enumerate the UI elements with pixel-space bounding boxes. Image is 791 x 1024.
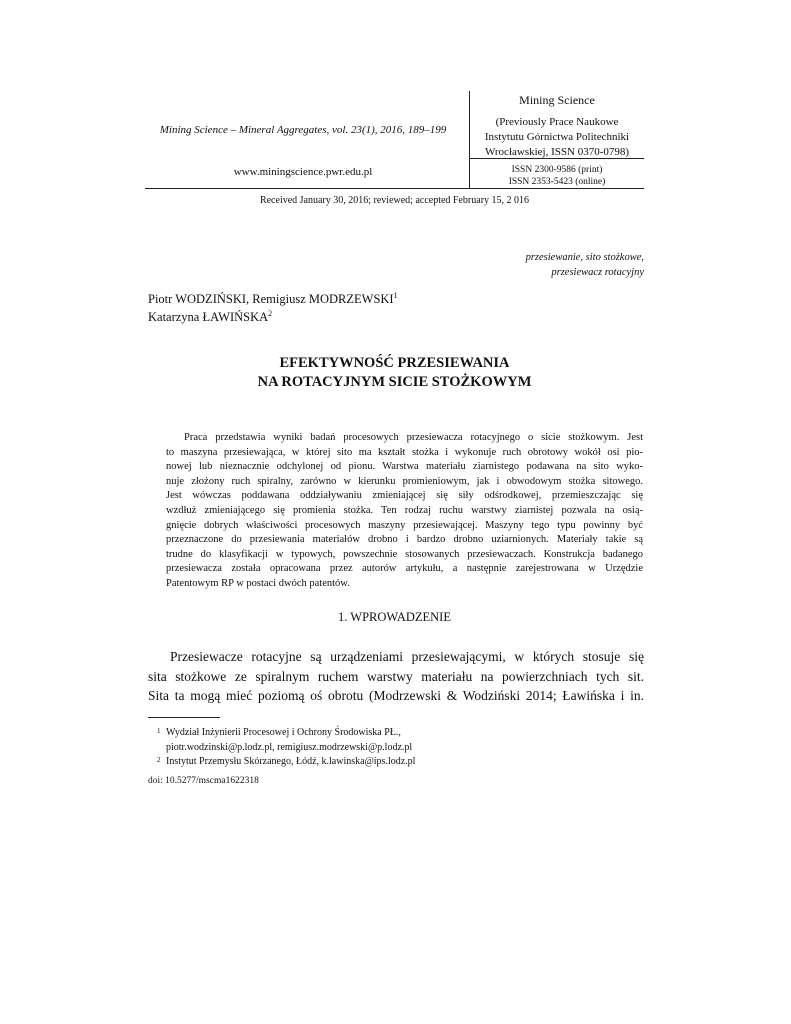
footnote: [148, 726, 415, 741]
previous-title: [470, 115, 644, 160]
author-line: [148, 290, 398, 308]
keywords: [526, 250, 644, 280]
abstract-line: nowej lub nieznacznie odchylonej od pionu. Warstwa materiału ziarnistego podawana na sito wyko-: [166, 461, 643, 473]
abstract-line: Jest wówczas poddawana oddziaływaniu zmieniającej się siły odśrodkowej, przemieszczając się: [166, 490, 643, 502]
keyword-line: przesiewacz rotacyjny: [551, 267, 644, 278]
footnote-text: Instytut Przemysłu Skórzanego, Łódź, k.lawinska@ips.lodz.pl: [166, 756, 416, 767]
intro-line: Przesiewacze rotacyjne są urządzeniami przesiewającymi, w których stosuje się: [170, 649, 644, 664]
affiliation-mark: 2: [268, 308, 273, 318]
abstract-line: przesiewacza została opracowana przez autorów artykułu, a następnie zarejestrowana w Urzędzie: [166, 563, 643, 575]
abstract: [166, 431, 643, 592]
journal-citation: Mining Science – Mineral Aggregates, vol. 23(1), 2016, 189–199: [159, 124, 447, 136]
authors: [148, 290, 398, 326]
author-line: [148, 308, 398, 326]
footnotes: [148, 726, 415, 770]
title-line: NA ROTACYJNYM SICIE STOŻKOWYM: [257, 374, 532, 390]
abstract-line: Patentowym RP w postaci dwóch patentów.: [166, 577, 350, 589]
affiliation-mark: 1: [393, 290, 398, 300]
section-heading: 1. WPROWADZENIE: [338, 610, 451, 624]
footnote-rule: [148, 717, 220, 718]
footnote-text: Wydział Inżynierii Procesowej i Ochrony Środowiska PŁ.,: [166, 727, 401, 738]
footnote-mark: 2: [157, 756, 161, 764]
abstract-line: przeznaczone do przesiewania materiałów drobno i bardzo drobno uziarnionych. Materiały takie są: [166, 534, 643, 546]
abstract-line: nuje złożony ruch spiralny, zarówno w kierunku promieniowym, jak i obwodowym stożka sitowego.: [166, 475, 643, 487]
footnote: [148, 741, 415, 756]
previous-title-line: Instytutu Górnictwa Politechniki: [484, 131, 630, 143]
received-dates: Received January 30, 2016; reviewed; accepted February 15, 2 016: [259, 195, 530, 206]
footnote-mark: 1: [157, 727, 161, 735]
journal-website: www.miningscience.pwr.edu.pl: [233, 166, 373, 178]
keyword-line: przesiewanie, sito stożkowe,: [525, 252, 644, 263]
previous-title-line: (Previously Prace Naukowe: [495, 116, 619, 128]
footnote: [148, 755, 415, 770]
author-names: Piotr WODZIŃSKI, Remigiusz MODRZEWSKI: [148, 292, 394, 306]
abstract-line: Praca przedstawia wyniki badań procesowych przesiewacza rotacyjnego o sicie stożkowym. Jest: [184, 432, 643, 443]
paper-title: [145, 354, 644, 392]
issn-online: ISSN 2353-5423 (online): [508, 177, 606, 187]
issn-print: ISSN 2300-9586 (print): [511, 165, 603, 175]
abstract-line: to maszyna przesiewająca, w której sito ma kształt stożka i wykonuje ruch obrotowy wokół osi pio-: [166, 446, 643, 458]
previous-title-line: Wrocławskiej, ISSN 0370-0798): [484, 146, 630, 158]
title-line: EFEKTYWNOŚĆ PRZESIEWANIA: [279, 355, 510, 371]
abstract-line: wzdłuż zmieniającego się promienia stożka. Ten rodzaj ruchu warstwy ziarnistej pozwala na osią-: [166, 504, 643, 516]
issn-block: [470, 164, 644, 188]
author-names: Katarzyna ŁAWIŃSKA: [148, 310, 269, 324]
doi: doi: 10.5277/mscma1622318: [148, 776, 259, 786]
intro-paragraph: [148, 647, 644, 706]
intro-line: Sita ta mogą mieć poziomą oś obrotu (Modrzewski & Wodziński 2014; Ławińska i in.: [148, 688, 644, 703]
footnote-text: piotr.wodzinski@p.lodz.pl, remigiusz.modrzewski@p.lodz.pl: [166, 741, 413, 753]
abstract-line: gnięcie dobrych właściwości procesowych maszyny przesiewającej. Maszyny tego typu powinny być: [166, 519, 643, 531]
header-divider-bottom: [145, 188, 644, 189]
abstract-line: trudne do klasyfikacji w typowych, powszechnie stosowanych przesiewaczach. Konstrukcja badanego: [166, 548, 643, 560]
journal-name: Mining Science: [519, 93, 595, 107]
intro-line: sita stożkowe ze spiralnym ruchem warstwy materiału na powierzchniach tych sit.: [148, 668, 644, 684]
